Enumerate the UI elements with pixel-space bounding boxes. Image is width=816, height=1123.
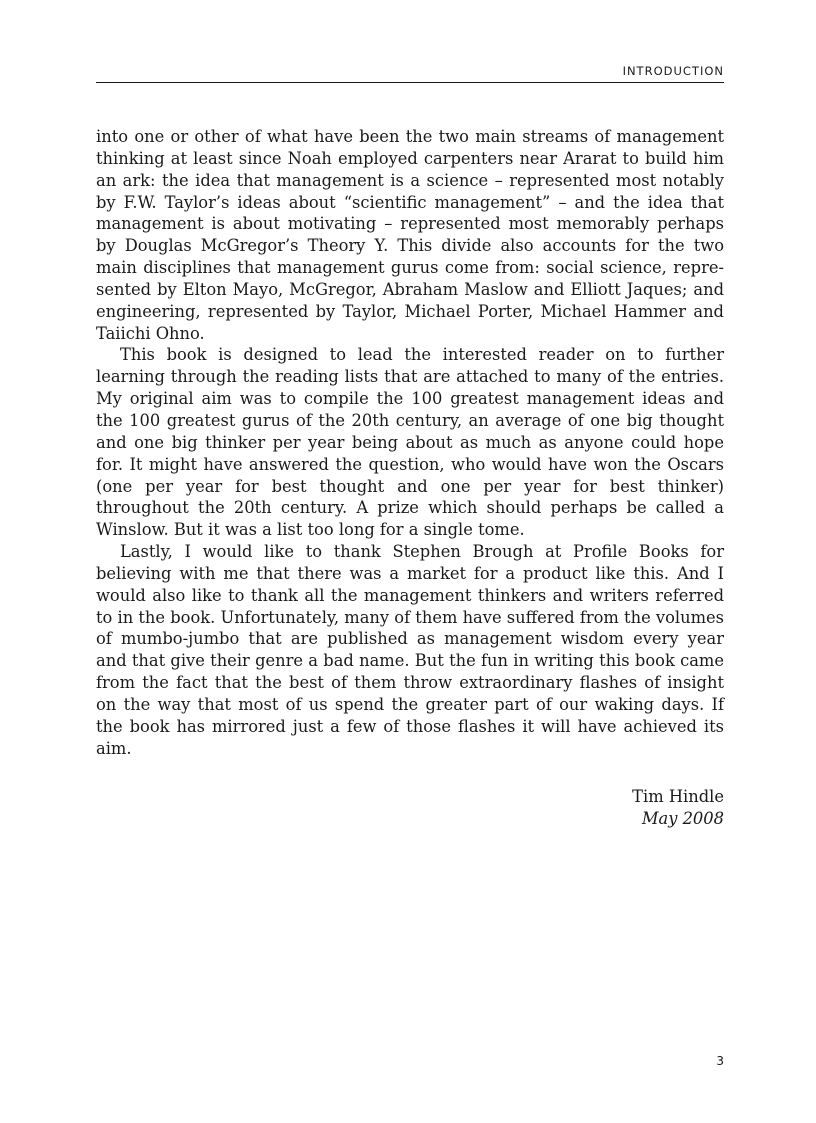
paragraph-continuation: into one or other of what have been the two main streams of management thinking at least since Noah employed carpenters near Ararat to build him an ark: the idea that management is a science – represented most notably by F.W. Taylor’s ideas about “scientific management” – and the idea that management is about motivating – represented most memorably perhaps by Douglas McGregor’s Theory Y. This divide also accounts for the two main disciplines that management gurus come from: social science, represented by Elton Mayo, McGregor, Abraham Maslow and Elliott Jaques; and engineering, represented by Taylor, Michael Porter, Michael Hammer and Taiichi Ohno. bbox=[96, 127, 724, 343]
signature-block bbox=[96, 786, 724, 830]
header-rule bbox=[96, 82, 724, 83]
body-text bbox=[96, 126, 724, 759]
signature-date: May 2008 bbox=[641, 808, 724, 828]
running-head-title: INTRODUCTION bbox=[622, 64, 724, 78]
paragraph-acknowledgements: Lastly, I would like to thank Stephen Brough at Profile Books for believing with me that there was a market for a product like this. And I would also like to thank all the management thinkers and writers referred to in the book. Unfortunately, many of them have suffered from the volumes of mumbo-jumbo that are published as management wisdom every year and that give their genre a bad name. But the fun in writing this book came from the fact that the best of them throw extraordinary flashes of insight on the way that most of us spend the greater part of our waking days. If the book has mirrored just a few of those flashes it will have achieved its aim. bbox=[96, 542, 725, 758]
page-number: 3 bbox=[716, 1054, 724, 1068]
paragraph-reading-lists: This book is designed to lead the interested reader on to further learning through the reading lists that are attached to many of the entries. My original aim was to compile the 100 greatest management ideas and the 100 greatest gurus of the 20th century, an average of one big thought and one big thinker per year being about as much as anyone could hope for. It might have answered the question, who would have won the Oscars (one per year for best thought and one per year for best thinker) throughout the 20th century. A prize which should perhaps be called a Winslow. But it was a list too long for a single tome. bbox=[96, 345, 724, 540]
author-name: Tim Hindle bbox=[632, 787, 724, 806]
